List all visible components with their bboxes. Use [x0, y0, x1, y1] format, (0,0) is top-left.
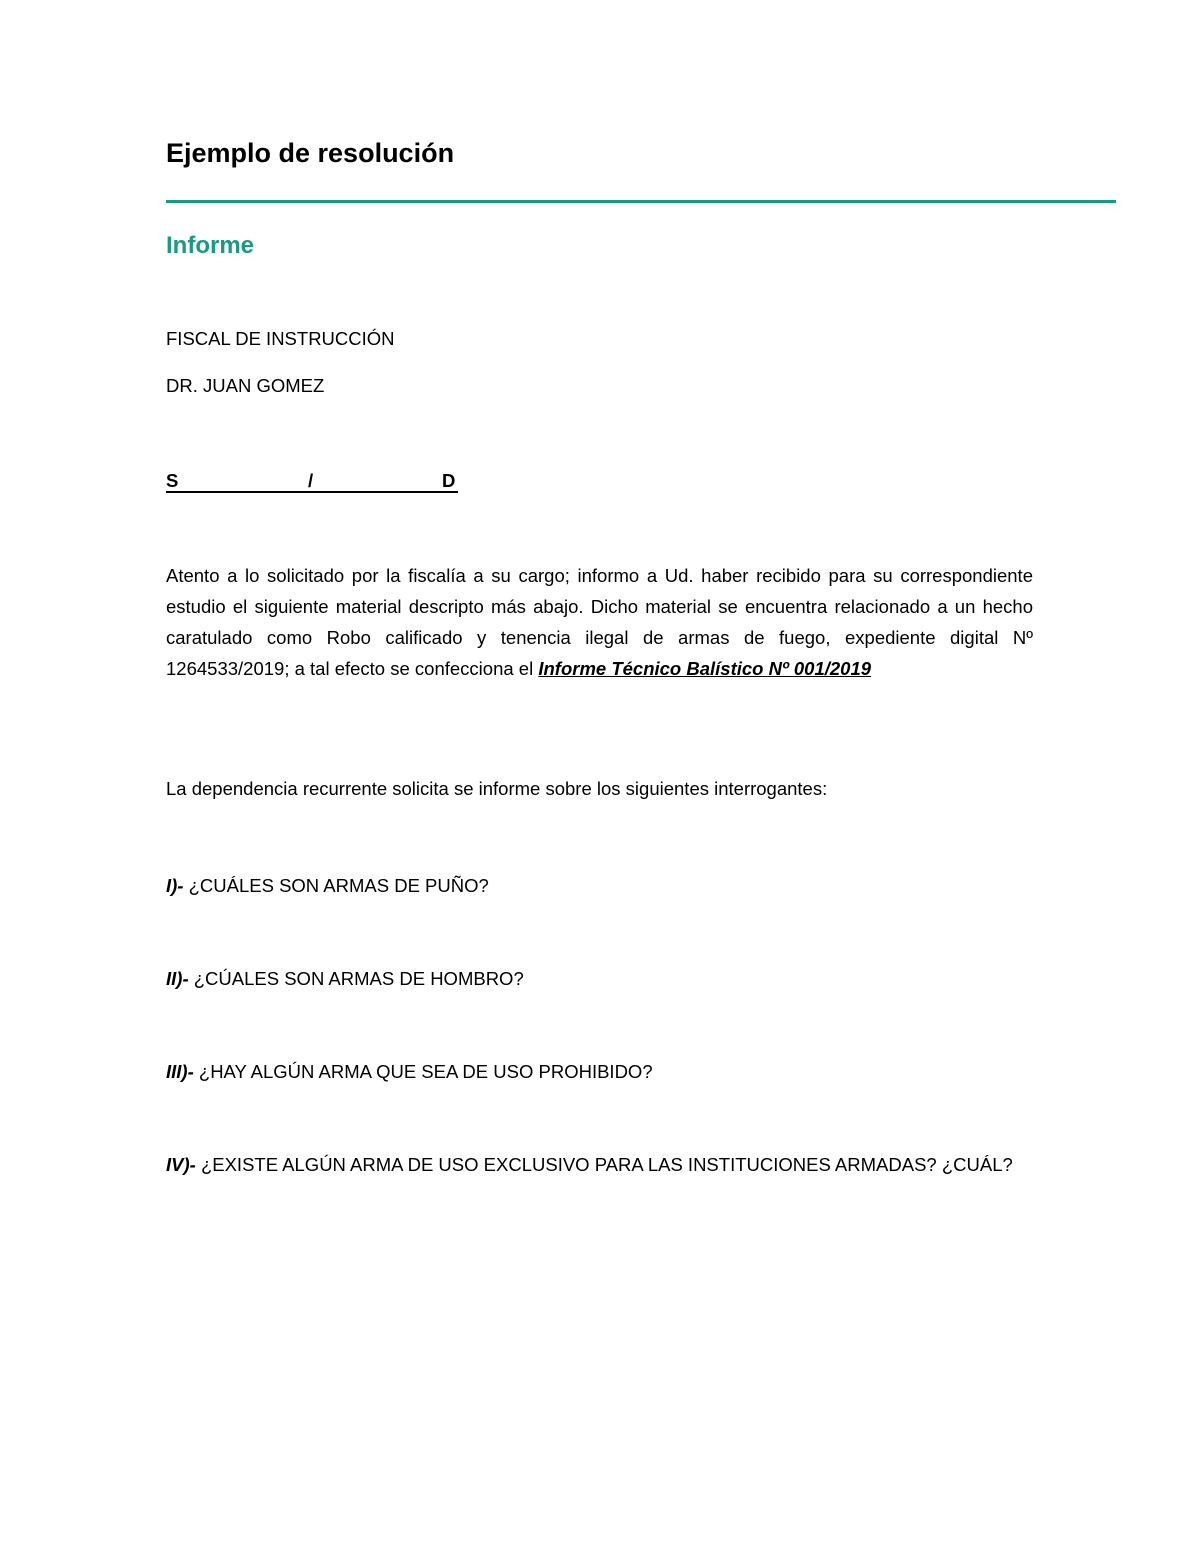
question-number: II)- — [166, 968, 189, 989]
section-heading: Informe — [166, 232, 255, 259]
document-title: Ejemplo de resolución — [166, 138, 455, 168]
question-item — [166, 870, 1033, 901]
body-paragraph-text: Atento a lo solicitado por la fiscalía a su cargo; informo a Ud. haber recibido para su correspondiente estudio el siguiente material descripto más abajo. Dicho material se encuentra relacionado a un hecho caratulado como Robo calificado y tenencia ilegal de armas de fuego, expediente digital Nº 1264533/2019; a tal efecto se confecciona el — [166, 565, 1033, 679]
body-paragraph — [166, 560, 1033, 684]
report-reference: Informe Técnico Balístico Nº 001/2019 — [538, 658, 872, 679]
salutation-sd — [166, 470, 458, 493]
question-item — [166, 1149, 1033, 1180]
question-text: ¿CUÁLES SON ARMAS DE PUÑO? — [183, 875, 489, 896]
salutation-left: S — [166, 470, 179, 491]
question-item — [166, 1056, 1033, 1087]
request-statement: La dependencia recurrente solicita se informe sobre los siguientes interrogantes: — [166, 778, 828, 799]
salutation-right: D — [442, 470, 456, 491]
question-number: I)- — [166, 875, 184, 896]
question-number: IV)- — [166, 1154, 196, 1175]
title-divider — [166, 200, 1116, 203]
addressee-office: FISCAL DE INSTRUCCIÓN — [166, 328, 395, 349]
salutation-middle: / — [308, 470, 314, 491]
question-text: ¿EXISTE ALGÚN ARMA DE USO EXCLUSIVO PARA LAS INSTITUCIONES ARMADAS? ¿CUÁL? — [195, 1154, 1013, 1175]
question-number: III)- — [166, 1061, 194, 1082]
question-text: ¿HAY ALGÚN ARMA QUE SEA DE USO PROHIBIDO? — [193, 1061, 653, 1082]
addressee-name: DR. JUAN GOMEZ — [166, 375, 325, 396]
question-item — [166, 963, 1033, 994]
question-text: ¿CÚALES SON ARMAS DE HOMBRO? — [188, 968, 524, 989]
